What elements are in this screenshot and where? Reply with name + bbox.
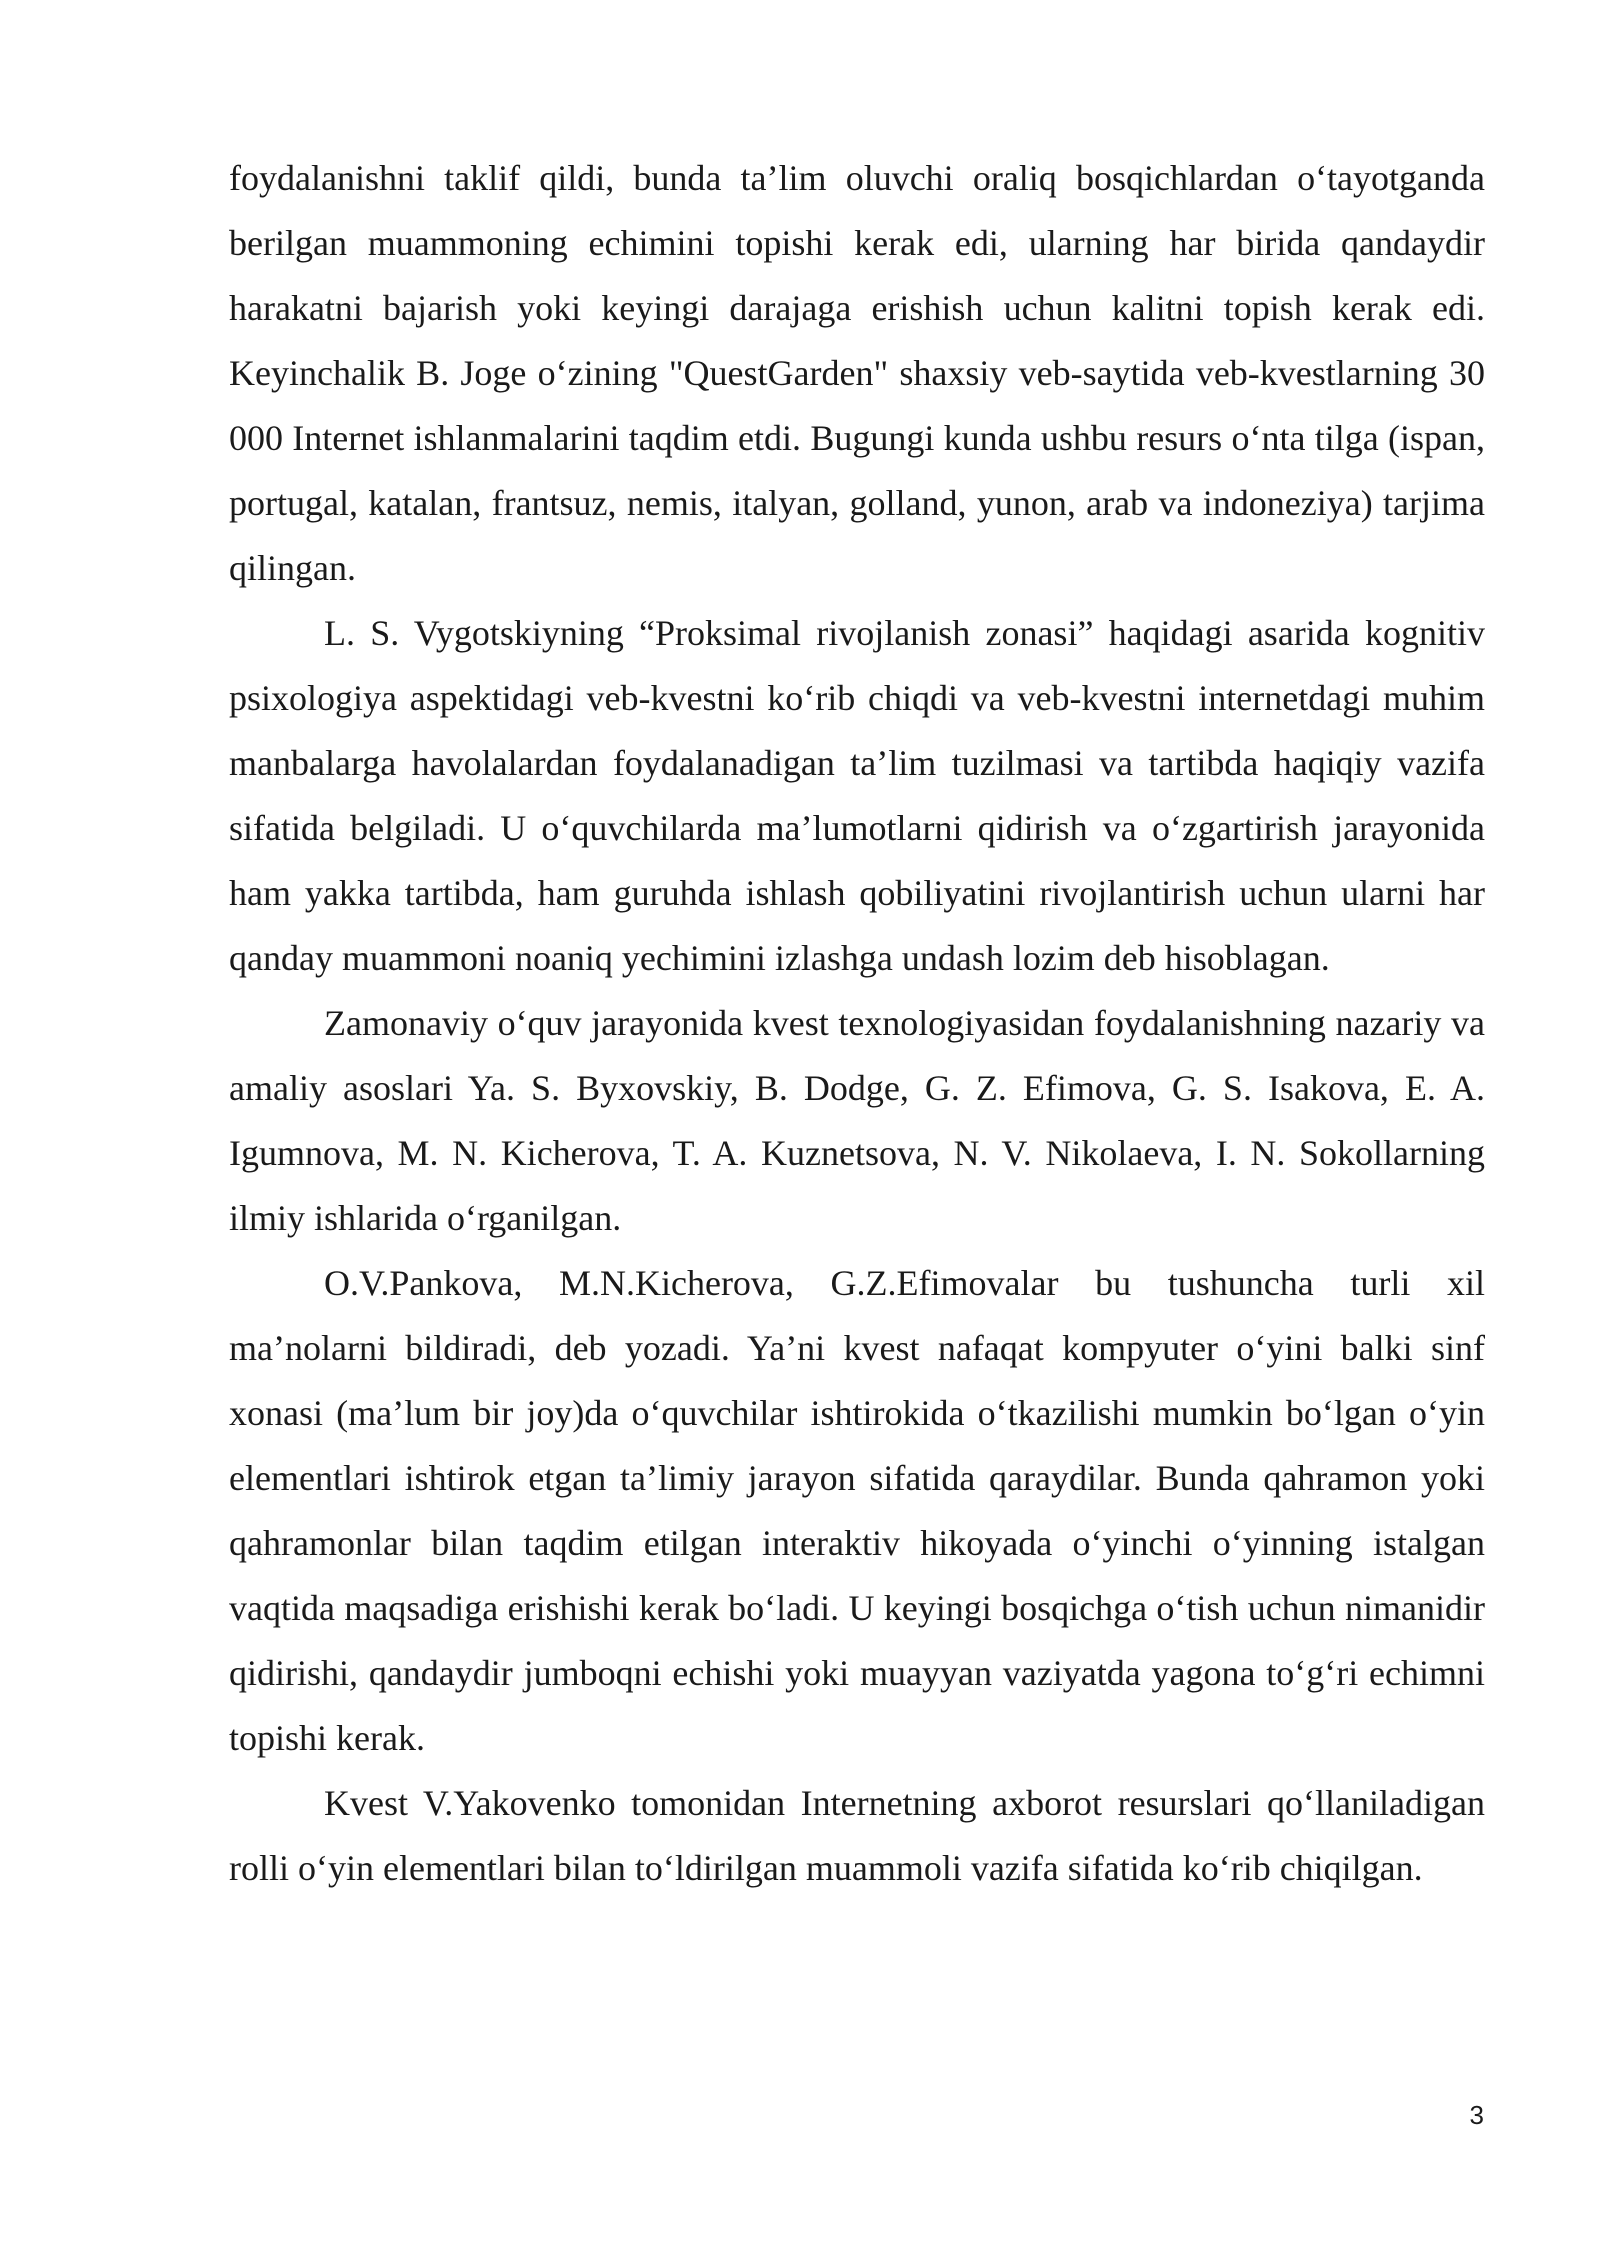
body-text [229,146,1485,1901]
paragraph-theoretical-basis: Zamonaviy o‘quv jarayonida kvest texnologiyasidan foydalanishning nazariy va amaliy asoslari Ya. S. Byxovskiy, B. Dodge, G. Z. Efimova, G. S. Isakova, E. A. Igumnova, M. N. Kicherova, T. A. Kuznetsova, N. V. Nikolaeva, I. N. Sokollarning ilmiy ishlarida o‘rganilgan. [229,1003,1485,1238]
paragraph-pankova: O.V.Pankova, M.N.Kicherova, G.Z.Efimovalar bu tushuncha turli xil ma’nolarni bildiradi, deb yozadi. Ya’ni kvest nafaqat kompyuter o‘yini balki sinf xonasi (ma’lum bir joy)da o‘quvchilar ishtirokida o‘tkazilishi mumkin bo‘lgan o‘yin elementlari ishtirok etgan ta’limiy jarayon sifatida qaraydilar. Bunda qahramon yoki qahramonlar bilan taqdim etilgan interaktiv hikoyada o‘yinchi o‘yinning istalgan vaqtida maqsadiga erishishi kerak bo‘ladi. U keyingi bosqichga o‘tish uchun nimanidir qidirishi, qandaydir jumboqni echishi yoki muayyan vaziyatda yagona to‘g‘ri echimni topishi kerak. [229,1263,1485,1758]
paragraph-yakovenko: Kvest V.Yakovenko tomonidan Internetning axborot resurslari qo‘llaniladigan rolli o‘yin elementlari bilan to‘ldirilgan muammoli vazifa sifatida ko‘rib chiqilgan. [229,1783,1485,1888]
page-number: 3 [1469,2100,1484,2130]
paragraph-continuation: foydalanishni taklif qildi, bunda ta’lim oluvchi oraliq bosqichlardan o‘tayotganda berilgan muammoning echimini topishi kerak edi, ularning har birida qandaydir harakatni bajarish yoki keyingi darajaga erishish uchun kalitni topish kerak edi. Keyinchalik B. Joge o‘zining "QuestGarden" shaxsiy veb-saytida veb-kvestlarning 30 000 Internet ishlanmalarini taqdim etdi. Bugungi kunda ushbu resurs o‘nta tilga (ispan, portugal, katalan, frantsuz, nemis, italyan, golland, yunon, arab va indoneziya) tarjima qilingan. [229,158,1485,588]
paragraph-vygotskiy: L. S. Vygotskiyning “Proksimal rivojlanish zonasi” haqidagi asarida kognitiv psixologiya aspektidagi veb-kvestni ko‘rib chiqdi va veb-kvestni internetdagi muhim manbalarga havolalardan foydalanadigan ta’lim tuzilmasi va tartibda haqiqiy vazifa sifatida belgiladi. U o‘quvchilarda ma’lumotlarni qidirish va o‘zgartirish jarayonida ham yakka tartibda, ham guruhda ishlash qobiliyatini rivojlantirish uchun ularni har qanday muammoni noaniq yechimini izlashga undash lozim deb hisoblagan. [229,613,1485,978]
